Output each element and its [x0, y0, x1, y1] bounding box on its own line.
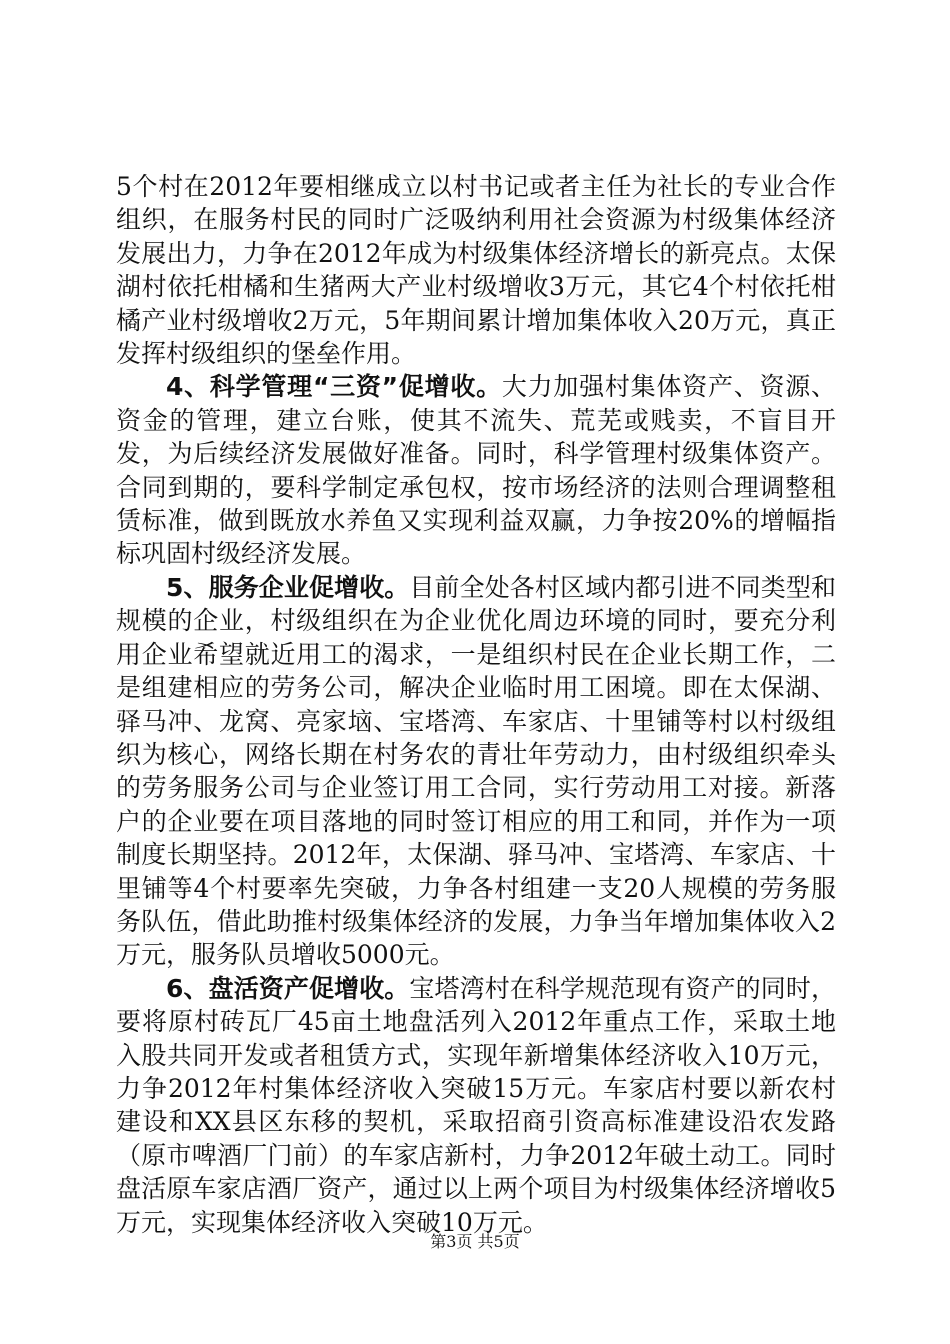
page-number-footer: 第3页 共5页 — [430, 1232, 520, 1251]
paragraph-text: 5个村在2012年要相继成立以村书记或者主任为社长的专业合作组织，在服务村民的同时广泛吸纳利用社会资源为村级集体经济发展出力，力争在2012年成为村级集体经济增长的新亮点。太保湖村依托柑橘和生猪两大产业村级增收3万元，其它4个村依托柑橘产业村级增收2万元，5年期间累计增加集体收入20万元，真正发挥村级组织的堡垒作用。 — [116, 172, 836, 369]
paragraph-serve-enterprises — [116, 571, 836, 972]
paragraph-heading: 6、盘活资产促增收。 — [166, 973, 410, 1003]
document-body — [116, 170, 836, 1239]
paragraph-intro — [116, 170, 836, 370]
paragraph-revitalize-assets — [116, 972, 836, 1239]
paragraph-heading: 5、服务企业促增收。 — [166, 572, 410, 602]
paragraph-manage-three-assets — [116, 370, 836, 570]
paragraph-heading: 4、科学管理“三资”促增收。 — [166, 372, 502, 402]
paragraph-text: 宝塔湾村在科学规范现有资产的同时，要将原村砖瓦厂45亩土地盘活列入2012年重点工作，采取土地入股共同开发或者租赁方式，实现年新增集体经济收入10万元，力争2012年村集体经济收入突破15万元。车家店村要以新农村建设和XX县区东移的契机，采取招商引资高标准建设沿农发路（原市啤酒厂门前）的车家店新村，力争2012年破土动工。同时盘活原车家店酒厂资产，通过以上两个项目为村级集体经济增收5万元，实现集体经济收入突破10万元。 — [116, 973, 836, 1237]
paragraph-text: 目前全处各村区域内都引进不同类型和规模的企业，村级组织在为企业优化周边环境的同时，要充分利用企业希望就近用工的渴求，一是组织村民在企业长期工作，二是组建相应的劳务公司，解决企业临时用工困境。即在太保湖、驿马冲、龙窝、亮家垴、宝塔湾、车家店、十里铺等村以村级组织为核心，网络长期在村务农的青壮年劳动力，由村级组织牵头的劳务服务公司与企业签订用工合同，实行劳动用工对接。新落户的企业要在项目落地的同时签订相应的用工和同，并作为一项制度长期坚持。2012年，太保湖、驿马冲、宝塔湾、车家店、十里铺等4个村要率先突破，力争各村组建一支20人规模的劳务服务队伍，借此助推村级集体经济的发展，力争当年增加集体收入2万元，服务队员增收5000元。 — [116, 572, 836, 970]
paragraph-text: 大力加强村集体资产、资源、资金的管理，建立台账，使其不流失、荒芜或贱卖，不盲目开发，为后续经济发展做好准备。同时，科学管理村级集体资产。合同到期的，要科学制定承包权，按市场经济的法则合理调整租赁标准，做到既放水养鱼又实现利益双赢，力争按20%的增幅指标巩固村级经济发展。 — [116, 372, 836, 569]
